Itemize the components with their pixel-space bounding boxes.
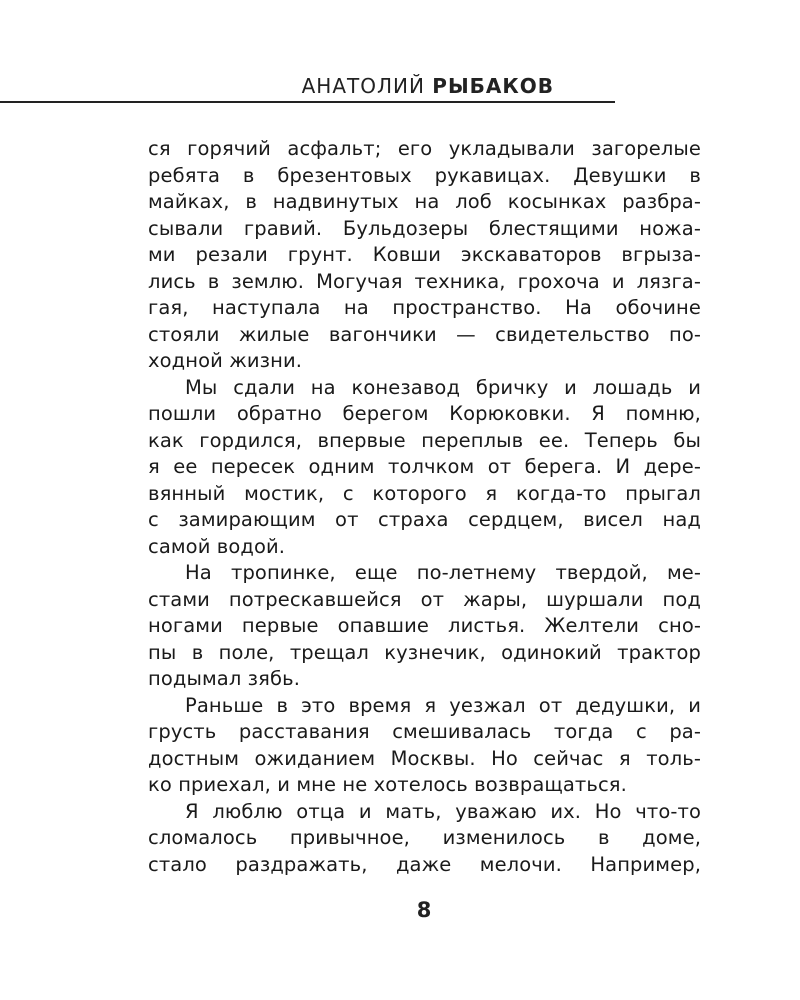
text-line: стами потрескавшейся от жары, шуршали под	[148, 587, 701, 611]
text-line: стало раздражать, даже мелочи. Например,	[148, 852, 701, 876]
page-number: 8	[416, 898, 432, 922]
text-line: ходной жизни.	[148, 349, 303, 372]
paragraph-first-line: Мы сдали на конезавод бричку и лошадь и	[185, 375, 701, 399]
paragraph-first-line: Я люблю отца и мать, уважаю их. Но что-то	[185, 799, 701, 823]
author-last-name: РЫБАКОВ	[432, 74, 554, 98]
paragraph-first-line: Раньше в это время я уезжал от дедушки, и	[185, 693, 701, 717]
text-line: с замирающим от страха сердцем, висел над	[148, 508, 701, 531]
text-line: ся горячий асфальт; его укладывали загорелые	[148, 137, 701, 160]
paragraph-first-line: На тропинке, еще по-летнему твердой, ме-	[185, 561, 701, 584]
text-line: сломалось привычное, изменилось в доме,	[148, 826, 701, 849]
text-line: вянный мостик, с которого я когда-то прыгал	[148, 481, 701, 505]
text-line: достным ожиданием Москвы. Но сейчас я толь-	[148, 746, 701, 770]
text-line: пы в поле, трещал кузнечик, одинокий трактор	[148, 640, 701, 664]
text-line: лись в землю. Могучая техника, грохоча и лязга-	[148, 269, 701, 293]
text-line: грусть расставания смешивалась тогда с ра-	[148, 720, 701, 743]
body-text	[148, 136, 701, 878]
text-line: сывали гравий. Бульдозеры блестящими ножа-	[148, 216, 701, 240]
text-line: самой водой.	[148, 534, 286, 558]
text-line: ко приехал, и мне не хотелось возвращаться.	[148, 773, 627, 796]
text-line: я ее пересек одним толчком от берега. И дере-	[148, 455, 701, 478]
header-author	[302, 74, 554, 98]
text-line: гая, наступала на пространство. На обочине	[148, 296, 701, 319]
header-rule	[0, 101, 615, 103]
author-first-name: АНАТОЛИЙ	[301, 74, 425, 98]
text-line: майках, в надвинутых на лоб косынках разбра-	[148, 190, 701, 213]
text-line: ми резали грунт. Ковши экскаваторов вгрыза-	[148, 243, 701, 266]
running-header	[0, 0, 800, 104]
text-line: пошли обратно берегом Корюковки. Я помню,	[148, 402, 701, 425]
text-line: подымал зябь.	[148, 667, 300, 690]
text-line: стояли жилые вагончики — свидетельство по-	[148, 322, 701, 346]
text-line: ребята в брезентовых рукавицах. Девушки в	[148, 163, 701, 187]
text-line: как гордился, впервые переплыв ее. Теперь бы	[148, 428, 701, 452]
text-line: ногами первые опавшие листья. Желтели сно-	[148, 614, 701, 637]
